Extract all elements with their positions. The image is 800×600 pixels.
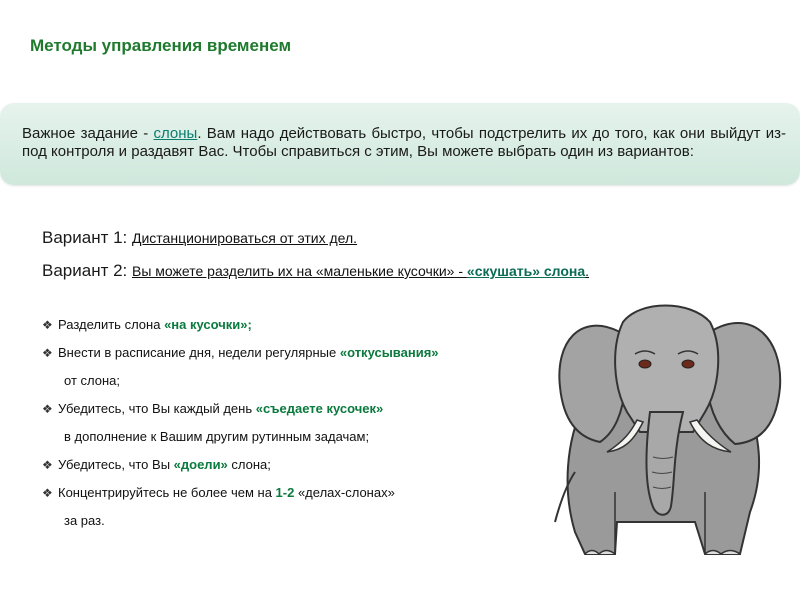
- list-keyword: «на кусочки»;: [164, 317, 252, 332]
- variant-1-label: Вариант 1:: [42, 228, 132, 247]
- list-item-continuation: от слона;: [64, 373, 120, 388]
- list-item: ❖ Убедитесь, что Вы «доели» слона;: [42, 457, 271, 472]
- list-item-continuation: в дополнение к Вашим другим рутинным задачам;: [64, 429, 370, 444]
- variant-2: [42, 261, 589, 281]
- callout-text: [22, 125, 786, 161]
- diamond-bullet-icon: ❖: [42, 486, 53, 500]
- variant-2-emphasis: «скушать» слона: [466, 263, 586, 279]
- elephant-illustration: [545, 292, 790, 572]
- variant-2-text: Вы можете разделить их на «маленькие кусочки» -: [132, 263, 467, 279]
- diamond-bullet-icon: ❖: [42, 458, 53, 472]
- variant-1-text: Дистанционироваться от этих дел.: [132, 230, 358, 246]
- diamond-bullet-icon: ❖: [42, 318, 53, 332]
- variant-2-end: .: [585, 263, 590, 279]
- callout-rest: . Вам надо действовать быстро, чтобы подстрелить их до того, как они выйдут из-под контроля и раздавят Вас. Чтобы справиться с этим, Вы можете выбрать один из вариантов:: [22, 125, 786, 160]
- list-item-continuation: за раз.: [64, 513, 105, 528]
- list-keyword: «съедаете кусочек»: [255, 401, 384, 416]
- diamond-bullet-icon: ❖: [42, 402, 53, 416]
- variant-2-label: Вариант 2:: [42, 261, 132, 280]
- callout-prefix: Важное задание -: [22, 125, 154, 142]
- callout-link[interactable]: слоны: [153, 125, 198, 142]
- list-item: ❖ Концентрируйтесь не более чем на 1-2 «делах-слонах»: [42, 485, 395, 500]
- list-item: ❖ Внести в расписание дня, недели регулярные «откусывания»: [42, 345, 439, 360]
- diamond-bullet-icon: ❖: [42, 346, 53, 360]
- variant-1: [42, 228, 357, 248]
- list-keyword: «доели»: [173, 457, 228, 472]
- list-item: ❖ Разделить слона «на кусочки»;: [42, 317, 252, 332]
- list-keyword: «откусывания»: [339, 345, 439, 360]
- list-keyword: 1-2: [275, 485, 295, 500]
- slide-title: Методы управления временем: [30, 36, 292, 55]
- list-item: ❖ Убедитесь, что Вы каждый день «съедаете кусочек»: [42, 401, 384, 416]
